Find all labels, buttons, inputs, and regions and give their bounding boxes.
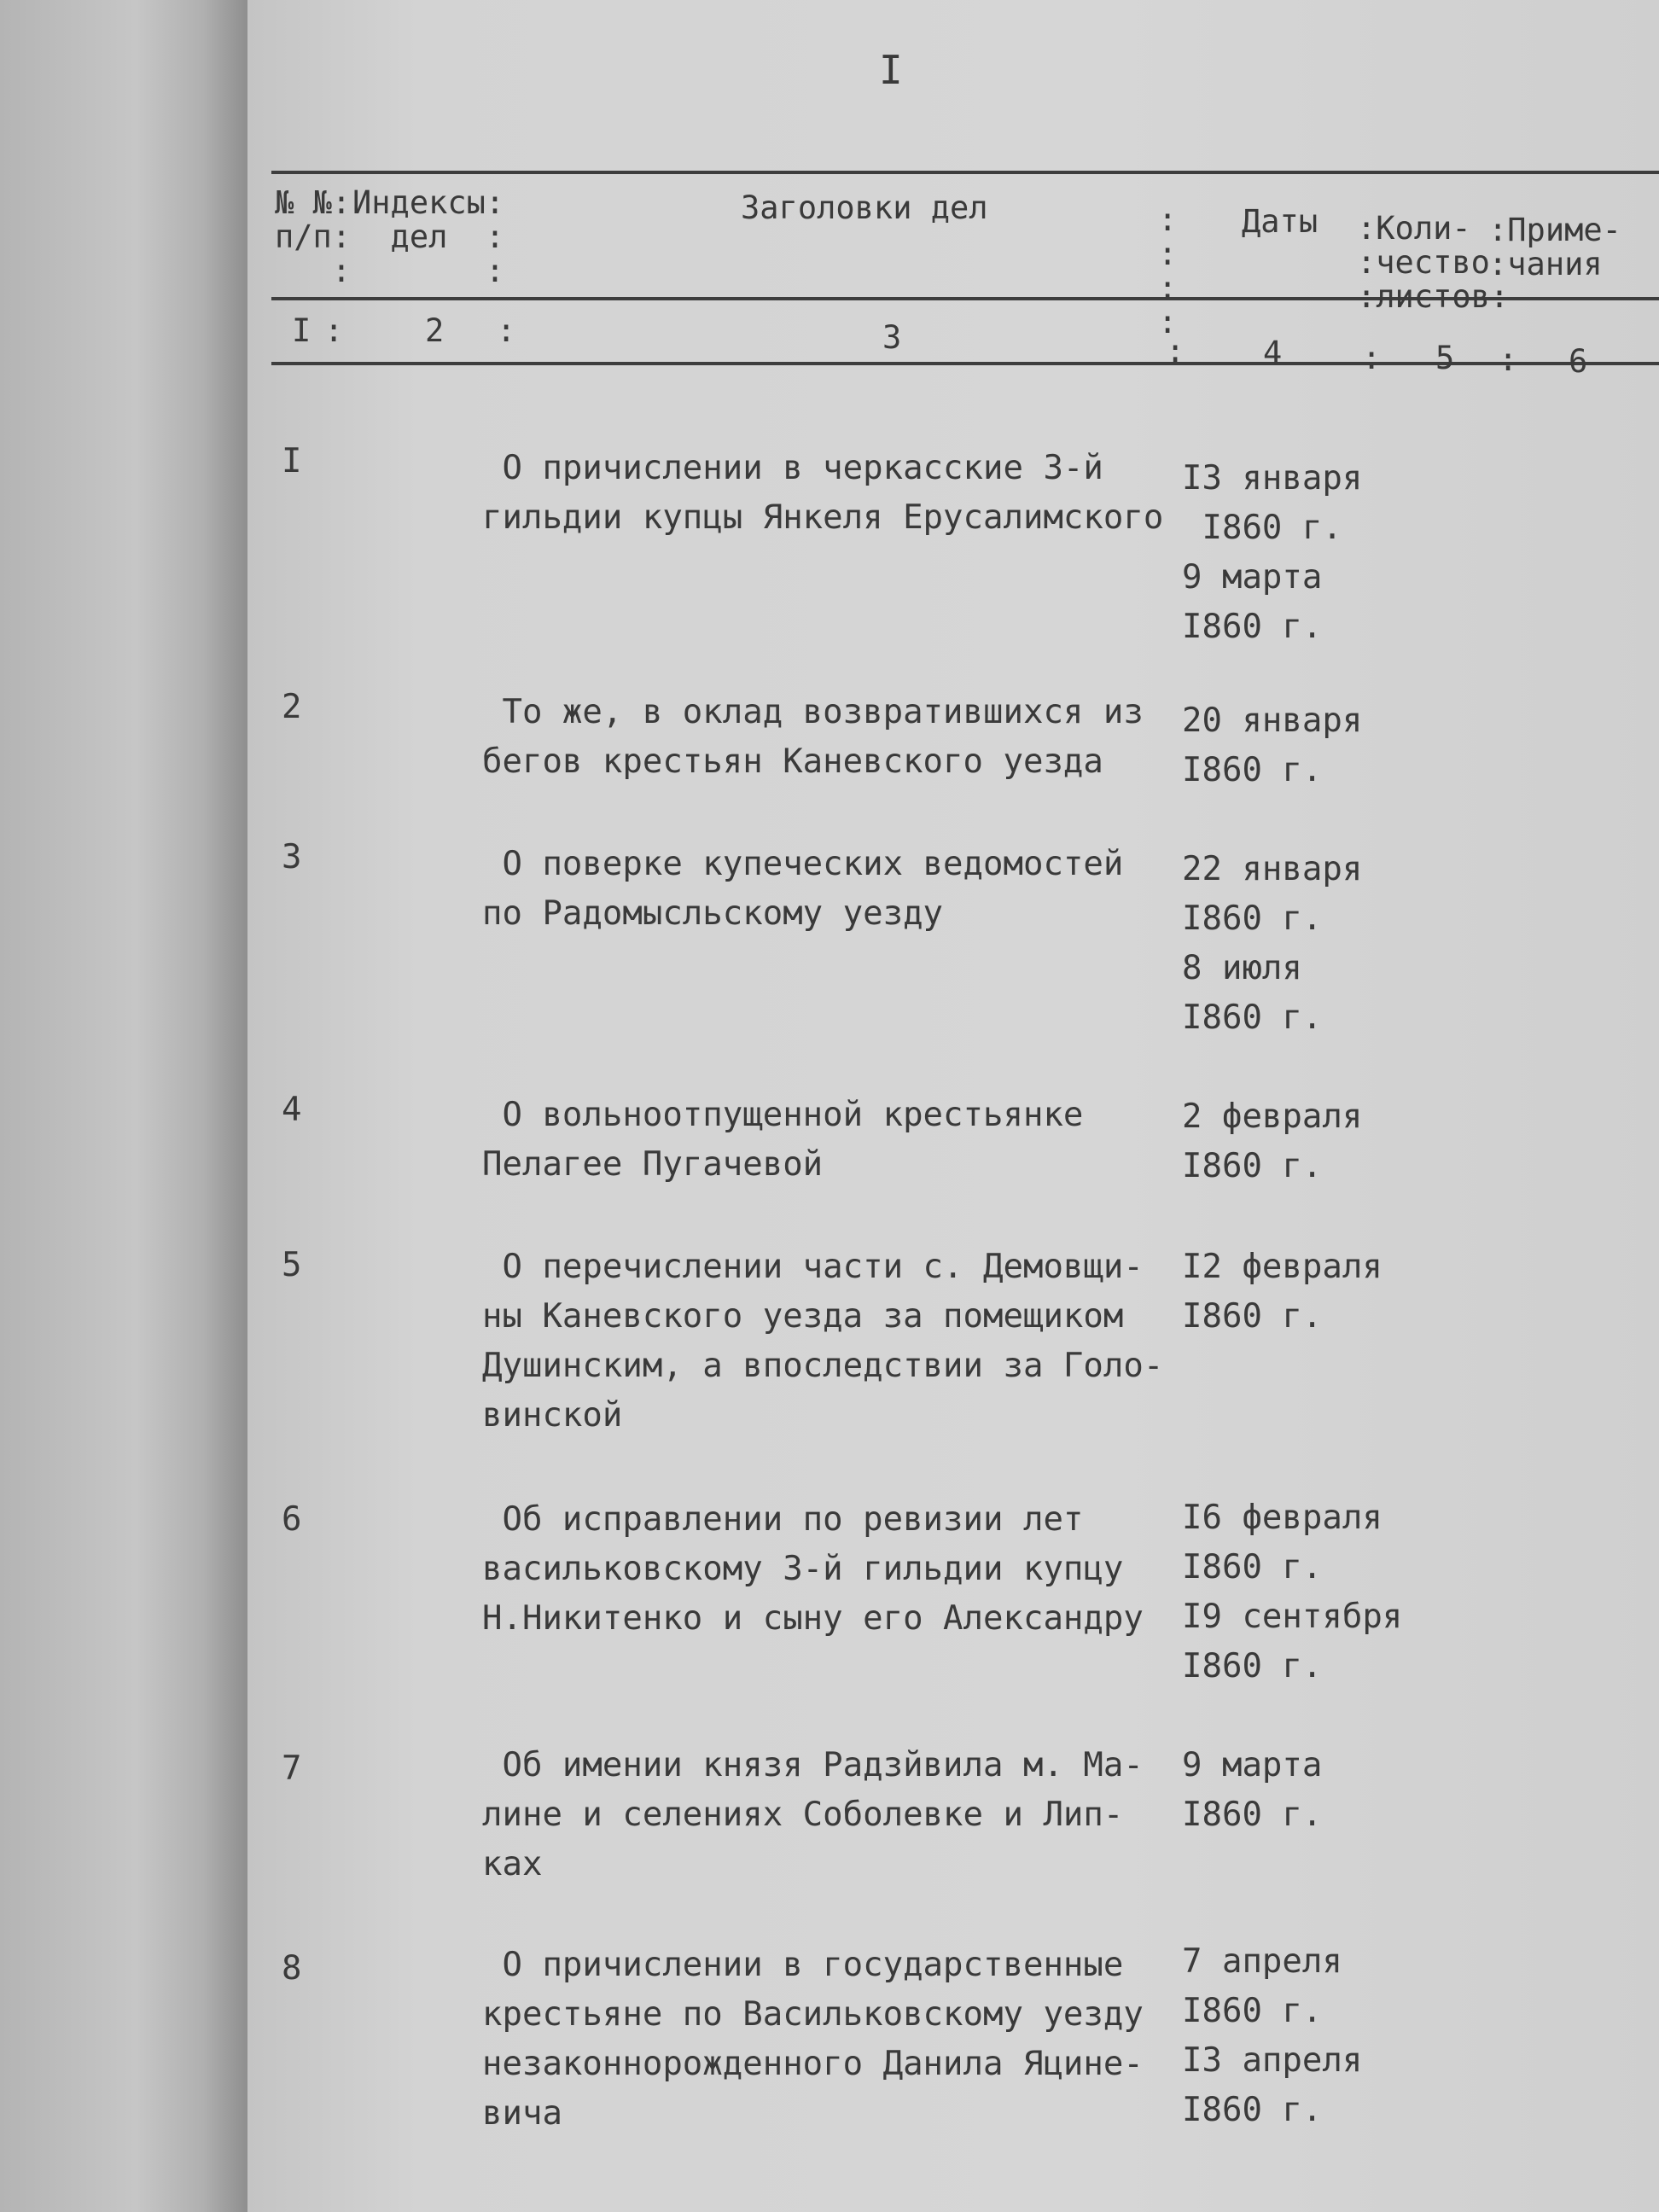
column-number-2: 2	[425, 312, 445, 349]
column-separator: :	[1166, 333, 1185, 370]
table-top-rule	[271, 171, 1659, 174]
record-1-dates: I3 января I860 г. 9 марта I860 г.	[1182, 459, 1363, 646]
header-number: № №: п/п: :	[275, 184, 352, 289]
record-6-dates: I6 февраля I860 г. I9 сентября I860 г.	[1182, 1499, 1403, 1685]
record-5-title: О перечислении части с. Демовщи- ны Каневского уезда за помещиком Душинским, а впоследствии за Голо- винской	[482, 1248, 1164, 1435]
header-separator: : : : :	[1158, 201, 1178, 341]
column-number-5: 5	[1435, 340, 1455, 376]
column-separator: :	[1362, 340, 1382, 376]
record-8-title: О причислении в государственные крестьяне по Васильковскому уезду незаконнорожденного Данила Яцине- вича	[482, 1946, 1144, 2133]
header-sheet-count: :Коли- :чество :листов:	[1357, 210, 1510, 315]
header-titles: Заголовки дел	[741, 189, 988, 226]
record-7-number: 7	[282, 1749, 302, 1788]
column-number-1: I	[292, 312, 311, 349]
record-3-dates: 22 января I860 г. 8 июля I860 г.	[1182, 850, 1363, 1037]
header-index: Индексы: дел : :	[352, 184, 505, 289]
book-spine-shadow	[0, 0, 247, 2212]
record-2-title: То же, в оклад возвратившихся из бегов крестьян Каневского уезда	[482, 693, 1144, 781]
record-6-number: 6	[282, 1500, 302, 1539]
header-dates: Даты	[1242, 203, 1318, 240]
column-separator: :	[1499, 341, 1518, 378]
record-1-number: I	[282, 442, 302, 480]
record-4-dates: 2 февраля I860 г.	[1182, 1097, 1363, 1185]
header-notes: :Приме- :чания	[1488, 212, 1621, 282]
record-7-dates: 9 марта I860 г.	[1182, 1746, 1323, 1834]
record-6-title: Об исправлении по ревизии лет васильковскому 3-й гильдии купцу Н.Никитенко и сыну его Александру	[482, 1500, 1144, 1638]
record-8-number: 8	[282, 1949, 302, 1988]
record-7-title: Об имении князя Радзйвила м. Ма- лине и селениях Соболевке и Лип- ках	[482, 1746, 1144, 1883]
record-2-dates: 20 января I860 г.	[1182, 701, 1363, 789]
record-2-number: 2	[282, 688, 302, 726]
page-number: I	[879, 47, 905, 93]
record-4-title: О вольноотпущенной крестьянке Пелагее Пугачевой	[482, 1096, 1084, 1184]
record-5-number: 5	[282, 1246, 302, 1284]
column-separator: :	[497, 312, 516, 349]
column-number-6: 6	[1569, 343, 1588, 380]
column-number-4: 4	[1263, 335, 1283, 371]
record-5-dates: I2 февраля I860 г.	[1182, 1248, 1382, 1336]
column-number-3: 3	[882, 319, 902, 356]
record-3-number: 3	[282, 838, 302, 876]
column-separator: :	[324, 312, 344, 349]
record-1-title: О причислении в черкасские 3-й гильдии купцы Янкеля Ерусалимского	[482, 449, 1164, 537]
record-3-title: О поверке купеческих ведомостей по Радомысльскому уезду	[482, 845, 1124, 933]
record-4-number: 4	[282, 1091, 302, 1129]
record-8-dates: 7 апреля I860 г. I3 апреля I860 г.	[1182, 1942, 1363, 2129]
